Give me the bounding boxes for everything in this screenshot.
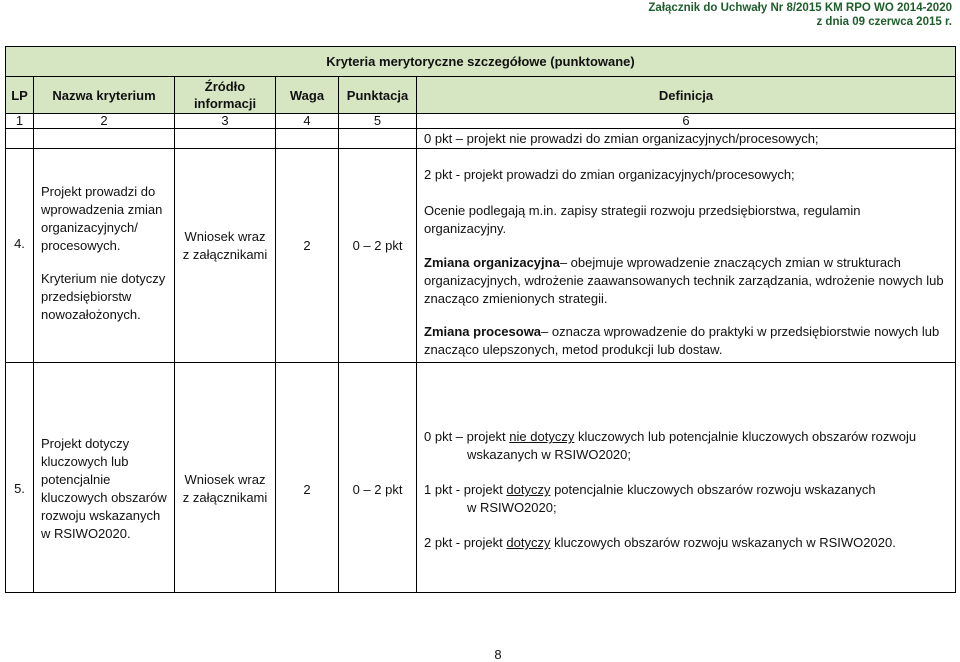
criterion-note bbox=[41, 270, 174, 324]
column-header-definition: Definicja bbox=[417, 77, 956, 114]
criterion-source-cell bbox=[175, 149, 276, 363]
continuation-row bbox=[6, 129, 956, 149]
definition-underlined-text: dotyczy bbox=[506, 482, 551, 497]
empty-cell bbox=[276, 129, 339, 149]
criterion-name-cell bbox=[34, 149, 175, 363]
column-number: 5 bbox=[339, 114, 417, 129]
empty-cell bbox=[34, 129, 175, 149]
definition-line: w RSIWO2020; bbox=[467, 500, 557, 515]
criterion-name-line: procesowych. bbox=[41, 238, 121, 253]
criterion-name-line: rozwoju wskazanych bbox=[41, 508, 161, 523]
criterion-name-line: w RSIWO2020. bbox=[41, 526, 131, 541]
criterion-name-line: Projekt prowadzi do bbox=[41, 184, 156, 199]
empty-cell bbox=[6, 129, 34, 149]
column-header-source-line-1: Źródło bbox=[204, 79, 246, 94]
column-number: 1 bbox=[6, 114, 34, 129]
definition-text: kluczowych obszarów rozwoju wskazanych w RSIWO2020. bbox=[550, 535, 896, 550]
definition-score-2 bbox=[424, 534, 955, 552]
criterion-source-line: z załącznikami bbox=[182, 490, 268, 505]
criterion-source-line: z załącznikami bbox=[182, 247, 268, 262]
definition-score-2 bbox=[424, 166, 955, 184]
annex-note-line-2: z dnia 09 czerwca 2015 r. bbox=[816, 16, 952, 28]
criteria-table bbox=[5, 46, 956, 593]
column-number: 3 bbox=[175, 114, 276, 129]
criterion-weight: 2 bbox=[276, 363, 339, 593]
definition-line: 2 pkt - projekt prowadzi do zmian organizacyjnych/procesowych; bbox=[424, 167, 795, 182]
criterion-name-line: Projekt dotyczy bbox=[41, 436, 130, 451]
criterion-name-line: kluczowych lub bbox=[41, 454, 129, 469]
annex-note bbox=[648, 1, 952, 29]
table-title-row bbox=[6, 47, 956, 77]
criterion-name-cell bbox=[34, 363, 175, 593]
empty-cell bbox=[175, 129, 276, 149]
table-row-criterion-4 bbox=[6, 149, 956, 363]
annex-note-line-1: Załącznik do Uchwały Nr 8/2015 KM RPO WO 2014-2020 bbox=[648, 2, 952, 14]
definition-underlined-text: dotyczy bbox=[506, 535, 551, 550]
definition-line bbox=[424, 254, 955, 272]
criterion-weight: 2 bbox=[276, 149, 339, 363]
definition-scope bbox=[424, 202, 955, 238]
column-header-source bbox=[175, 77, 276, 114]
criterion-number: 4. bbox=[6, 149, 34, 363]
column-number: 6 bbox=[417, 114, 956, 129]
criterion-note-line: przedsiębiorstw bbox=[41, 289, 132, 304]
definition-line: organizacyjnych, wdrożenie zaawansowanych technik zarządzania, wdrożenie nowych lub bbox=[424, 273, 944, 288]
definition-organizational-change bbox=[424, 254, 955, 308]
criterion-note-line: nowozałożonych. bbox=[41, 307, 141, 322]
definition-text: – obejmuje wprowadzenie znaczących zmian w strukturach bbox=[559, 255, 901, 270]
criterion-name-line: potencjalnie bbox=[41, 472, 111, 487]
criterion-definition-cell bbox=[417, 363, 956, 593]
column-header-name: Nazwa kryterium bbox=[34, 77, 175, 114]
definition-line bbox=[424, 481, 955, 499]
column-header-weight: Waga bbox=[276, 77, 339, 114]
definition-text: 2 pkt - projekt bbox=[424, 535, 507, 550]
criterion-name-line: wprowadzenia zmian bbox=[41, 202, 163, 217]
column-header-lp: LP bbox=[6, 77, 34, 114]
continuation-definition bbox=[417, 129, 956, 149]
criterion-name-line: kluczowych obszarów bbox=[41, 490, 167, 505]
definition-underlined-text: nie dotyczy bbox=[509, 429, 575, 444]
definition-line: organizacyjny. bbox=[424, 221, 507, 236]
definition-line: znacząco ulepszonych, metod produkcji lub dostaw. bbox=[424, 342, 723, 357]
criterion-note-line: Kryterium nie dotyczy bbox=[41, 271, 166, 286]
definition-term: Zmiana procesowa bbox=[424, 324, 542, 339]
criterion-name-line: organizacyjnych/ bbox=[41, 220, 138, 235]
table-header-row bbox=[6, 77, 956, 114]
column-number: 2 bbox=[34, 114, 175, 129]
column-number-row bbox=[6, 114, 956, 129]
page-number: 8 bbox=[494, 647, 502, 662]
definition-score-0 bbox=[424, 428, 955, 464]
column-header-score: Punktacja bbox=[339, 77, 417, 114]
definition-text: 1 pkt - projekt bbox=[424, 482, 507, 497]
definition-process-change bbox=[424, 323, 955, 359]
definition-text: 0 pkt – projekt bbox=[424, 429, 510, 444]
column-number: 4 bbox=[276, 114, 339, 129]
definition-text: kluczowych lub potencjalnie kluczowych obszarów rozwoju bbox=[574, 429, 917, 444]
definition-line: wskazanych w RSIWO2020; bbox=[467, 447, 632, 462]
criterion-source-cell bbox=[175, 363, 276, 593]
column-header-source-line-2: informacji bbox=[193, 96, 257, 111]
definition-line: Ocenie podlegają m.in. zapisy strategii rozwoju przedsiębiorstwa, regulamin bbox=[424, 203, 861, 218]
definition-line: znacząco zmienionych strategii. bbox=[424, 291, 608, 306]
definition-term: Zmiana organizacyjna bbox=[424, 255, 560, 270]
criterion-source-line: Wniosek wraz bbox=[184, 472, 266, 487]
criterion-definition-cell bbox=[417, 149, 956, 363]
definition-score-1 bbox=[424, 481, 955, 517]
criterion-number: 5. bbox=[6, 363, 34, 593]
continuation-text: 0 pkt – projekt nie prowadzi do zmian organizacyjnych/procesowych; bbox=[424, 130, 819, 146]
criterion-score: 0 – 2 pkt bbox=[339, 363, 417, 593]
empty-cell bbox=[339, 129, 417, 149]
criterion-score: 0 – 2 pkt bbox=[339, 149, 417, 363]
table-title: Kryteria merytoryczne szczegółowe (punktowane) bbox=[6, 47, 956, 77]
definition-line bbox=[424, 323, 955, 341]
definition-text: potencjalnie kluczowych obszarów rozwoju wskazanych bbox=[550, 482, 876, 497]
definition-line bbox=[424, 534, 955, 552]
table-row-criterion-5 bbox=[6, 363, 956, 593]
definition-text: – oznacza wprowadzenie do praktyki w przedsiębiorstwie nowych lub bbox=[541, 324, 940, 339]
definition-line bbox=[424, 428, 955, 446]
criterion-source-line: Wniosek wraz bbox=[184, 229, 266, 244]
